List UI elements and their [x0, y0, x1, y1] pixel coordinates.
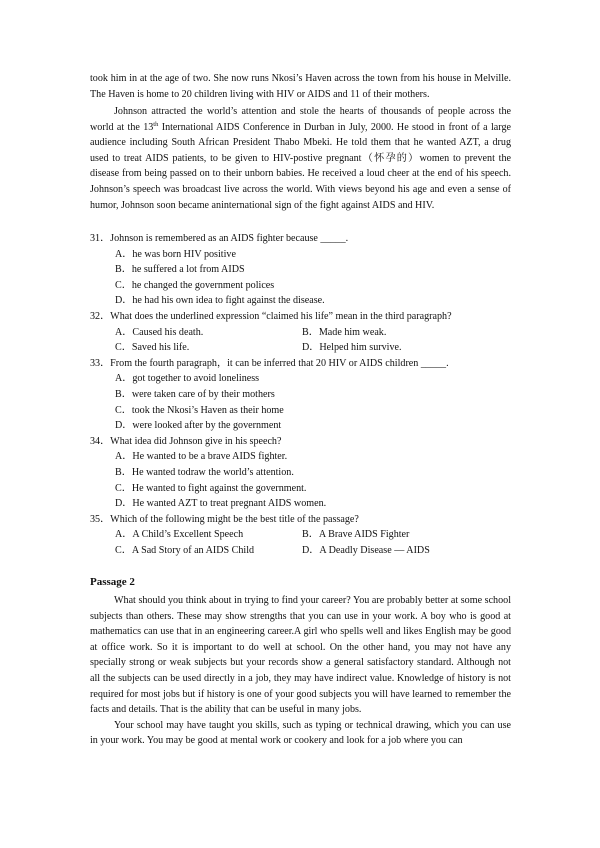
- option-33-d: D．were looked after by the government: [115, 420, 282, 432]
- question-list: [90, 231, 511, 558]
- option-32-b: B．Made him weak.: [302, 326, 387, 338]
- option-35-d: D．A Deadly Disease — AIDS: [302, 544, 430, 556]
- question-stem-33: 33．From the fourth paragraph，it can be inferred that 20 HIV or AIDS children _____.: [90, 357, 449, 369]
- option-row-32-cd: [90, 340, 511, 356]
- option-row-32-ab: [90, 325, 511, 341]
- passage2-body: [90, 593, 511, 749]
- option-row-35-ab: [90, 527, 511, 543]
- ordinal-superscript: th: [153, 120, 159, 128]
- option-34-d: D．He wanted AZT to treat pregnant AIDS women.: [115, 498, 327, 510]
- option-34-c: C．He wanted to fight against the government.: [115, 482, 307, 494]
- question-stem-31: 31．Johnson is remembered as an AIDS fighter because _____.: [90, 233, 349, 244]
- passage1-paragraph-conference: [90, 104, 511, 213]
- question-stem-32: 32．What does the underlined expression “claimed his life” mean in the third paragraph?: [90, 310, 452, 322]
- option-33-a: A．got together to avoid loneliness: [115, 373, 260, 385]
- option-32-d: D．Helped him survive.: [302, 342, 402, 354]
- option-32-c: C．Saved his life.: [115, 342, 190, 354]
- option-31-a: A．he was born HIV positive: [115, 248, 236, 260]
- option-31-b: B．he suffered a lot from AIDS: [115, 264, 245, 276]
- option-33-b: B．were taken care of by their mothers: [115, 388, 275, 400]
- option-34-b: B．He wanted todraw the world’s attention.: [115, 466, 294, 478]
- paragraph-text: [90, 104, 511, 213]
- option-row-35-cd: [90, 543, 511, 559]
- option-31-c: C．he changed the government polices: [115, 279, 275, 291]
- option-32-a: A．Caused his death.: [115, 326, 204, 338]
- paragraph-text-part: International AIDS Conference in Durban in July, 2000. He stood in front of a large audience including South African President Thabo Mbeki. He told them that he wanted AZT, a drug used to treat AIDS patients, to be given to HIV-postive pregnant（怀孕的）women to prevent the disease from being passed on to their unborn babies. He received a loud cheer at the end of his speech. Johnson’s speech was broadcast live across the world. With views beyond his age and even a sense of humor, Johnson soon became aninternational sign of the fight against AIDS and HIV.: [90, 121, 511, 211]
- option-35-b: B．A Brave AIDS Fighter: [302, 529, 410, 541]
- passage2-heading: Passage 2: [90, 576, 135, 588]
- question-stem-34: 34．What idea did Johnson give in his speech?: [90, 435, 282, 447]
- question-stem-35: 35．Which of the following might be the best title of the passage?: [90, 513, 359, 525]
- option-33-c: C．took the Nkosi’s Haven as their home: [115, 404, 284, 416]
- option-34-a: A．He wanted to be a brave AIDS fighter.: [115, 451, 288, 463]
- paragraph-text: took him in at the age of two. She now runs Nkosi’s Haven across the town from his house in Melville. The Haven is home to 20 children living with HIV or AIDS and 11 of their mothers.: [90, 73, 511, 100]
- passage1-paragraph-intro: [90, 71, 511, 102]
- option-35-c: C．A Sad Story of an AIDS Child: [115, 544, 255, 556]
- passage2-paragraph-1: What should you think about in trying to find your career? You are probably better at some school subjects than others. These may show strengths that you can use in your work. A boy who is good at mathematics can use that in an engineering career.A girl who spells well and likes English may be good at office work. So it is important to do well at school. On the other hand, you may not have any specially strong or weak subjects but your records show a general satisfactory standard. Although not all the subjects can be used directly in a job, they may have indirect value. Knowledge of history is not required for most jobs but if history is one of your good subjects you will have learned to remember the facts and details. That is the ability that can be useful in many jobs.: [90, 595, 511, 716]
- option-31-d: D．he had his own idea to fight against the disease.: [115, 295, 325, 307]
- option-35-a: A．A Child’s Excellent Speech: [115, 529, 244, 541]
- paragraph-text-part: Johnson attracted the world’s attention and stole the hearts of thousands of people across the world at the 13: [90, 106, 511, 133]
- passage2-paragraph-2: Your school may have taught you skills, such as typing or technical drawing, which you can use in your work. You may be good at mental work or cookery and look for a job where you can: [90, 719, 511, 747]
